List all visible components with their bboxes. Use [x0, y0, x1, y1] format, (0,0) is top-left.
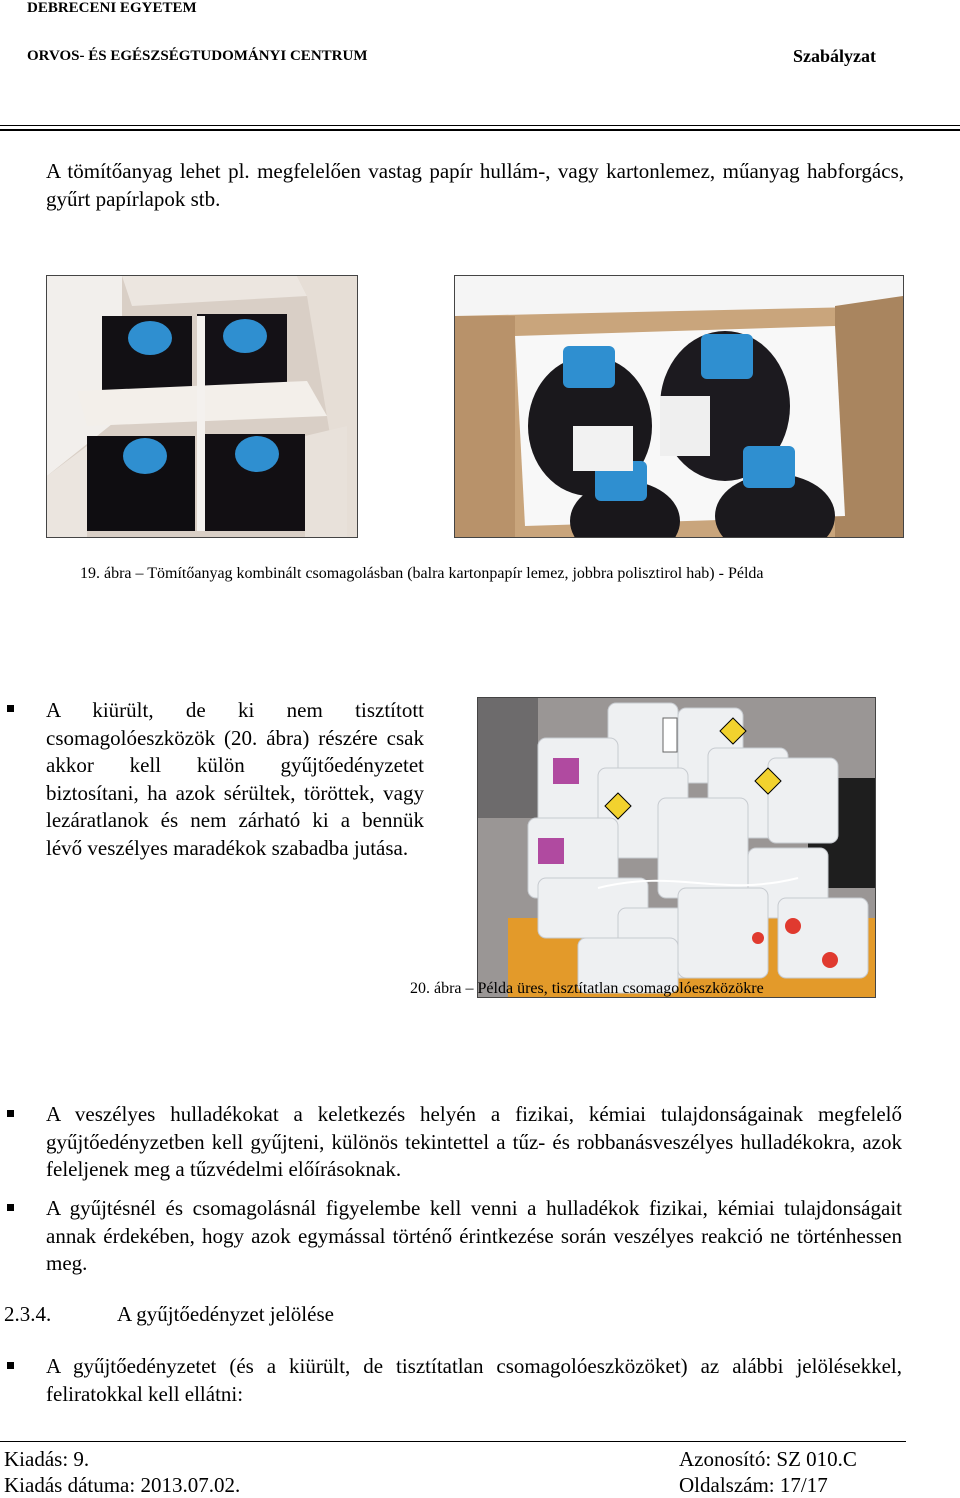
polystyrene-box-illustration: [455, 276, 903, 537]
footer-edition-date: Kiadás dátuma: 2013.07.02.: [4, 1473, 241, 1497]
footer-edition: Kiadás: 9.: [4, 1447, 90, 1471]
intro-paragraph: A tömítőanyag lehet pl. megfelelően vastag papír hullám-, vagy kartonlemez, műanyag habforgács, gyűrt papírlapok stb.: [46, 159, 904, 211]
cardboard-box-illustration: [47, 276, 357, 537]
section-number: 2.3.4.: [4, 1302, 52, 1326]
figure19-photo-cardboard: [46, 275, 358, 538]
empty-packaging-paragraph: A kiürült, de ki nem tisztított csomagolóeszközök (20. ábra) részére csak akkor kell külön gyűjtőedényzetet biztosítani, ha azok sérültek, töröttek, vagy lezáratlanok és nem zárható ki a bennük lévő veszélyes maradékok szabadba jutása.: [46, 698, 424, 860]
institution-name: DEBRECENI EGYETEM: [27, 0, 197, 16]
footer-page-number: Oldalszám: 17/17: [679, 1473, 828, 1497]
collection-packaging-paragraph: A gyűjtésnél és csomagolásnál figyelembe kell venni a hulladékok fizikai, kémiai tulajdonságait annak érdekében, hogy azok egymással történő érintkezése során veszélyes reakció ne történhessen meg.: [46, 1196, 902, 1275]
figure20-photo-canisters: [477, 697, 876, 998]
bullet-marker: [7, 1110, 14, 1117]
figure19-caption: 19. ábra – Tömítőanyag kombinált csomagolásban (balra kartonpapír lemez, jobbra polisztirol hab) - Példa: [80, 565, 764, 582]
figure19-photo-polystyrene: [454, 275, 904, 538]
header-rule-thick: [0, 129, 960, 131]
figure20-caption: 20. ábra – Példa üres, tisztítatlan csomagolóeszközökre: [410, 980, 764, 997]
bullet-marker: [7, 1204, 14, 1211]
footer-rule: [0, 1441, 906, 1442]
header-rule-thin: [0, 125, 960, 126]
bullet-marker: [7, 705, 14, 712]
hazardous-waste-paragraph: A veszélyes hulladékokat a keletkezés helyén a fizikai, kémiai tulajdonságainak megfelelő gyűjtőedényzetben kell gyűjteni, különös tekintettel a tűz- és robbanásveszélyes hulladékokra, azok feleljenek meg a tűzvédelmi előírásoknak.: [46, 1102, 902, 1181]
center-name: ORVOS- ÉS EGÉSZSÉGTUDOMÁNYI CENTRUM: [27, 48, 368, 64]
footer-identifier: Azonosító: SZ 010.C: [679, 1447, 857, 1471]
labeling-paragraph: A gyűjtőedényzetet (és a kiürült, de tisztítatlan csomagolóeszközöket) az alábbi jelölésekkel, feliratokkal kell ellátni:: [46, 1354, 902, 1406]
document-type: Szabályzat: [793, 46, 876, 66]
canisters-illustration: [478, 698, 875, 997]
bullet-marker: [7, 1362, 14, 1369]
section-title: A gyűjtőedényzet jelölése: [117, 1302, 334, 1326]
